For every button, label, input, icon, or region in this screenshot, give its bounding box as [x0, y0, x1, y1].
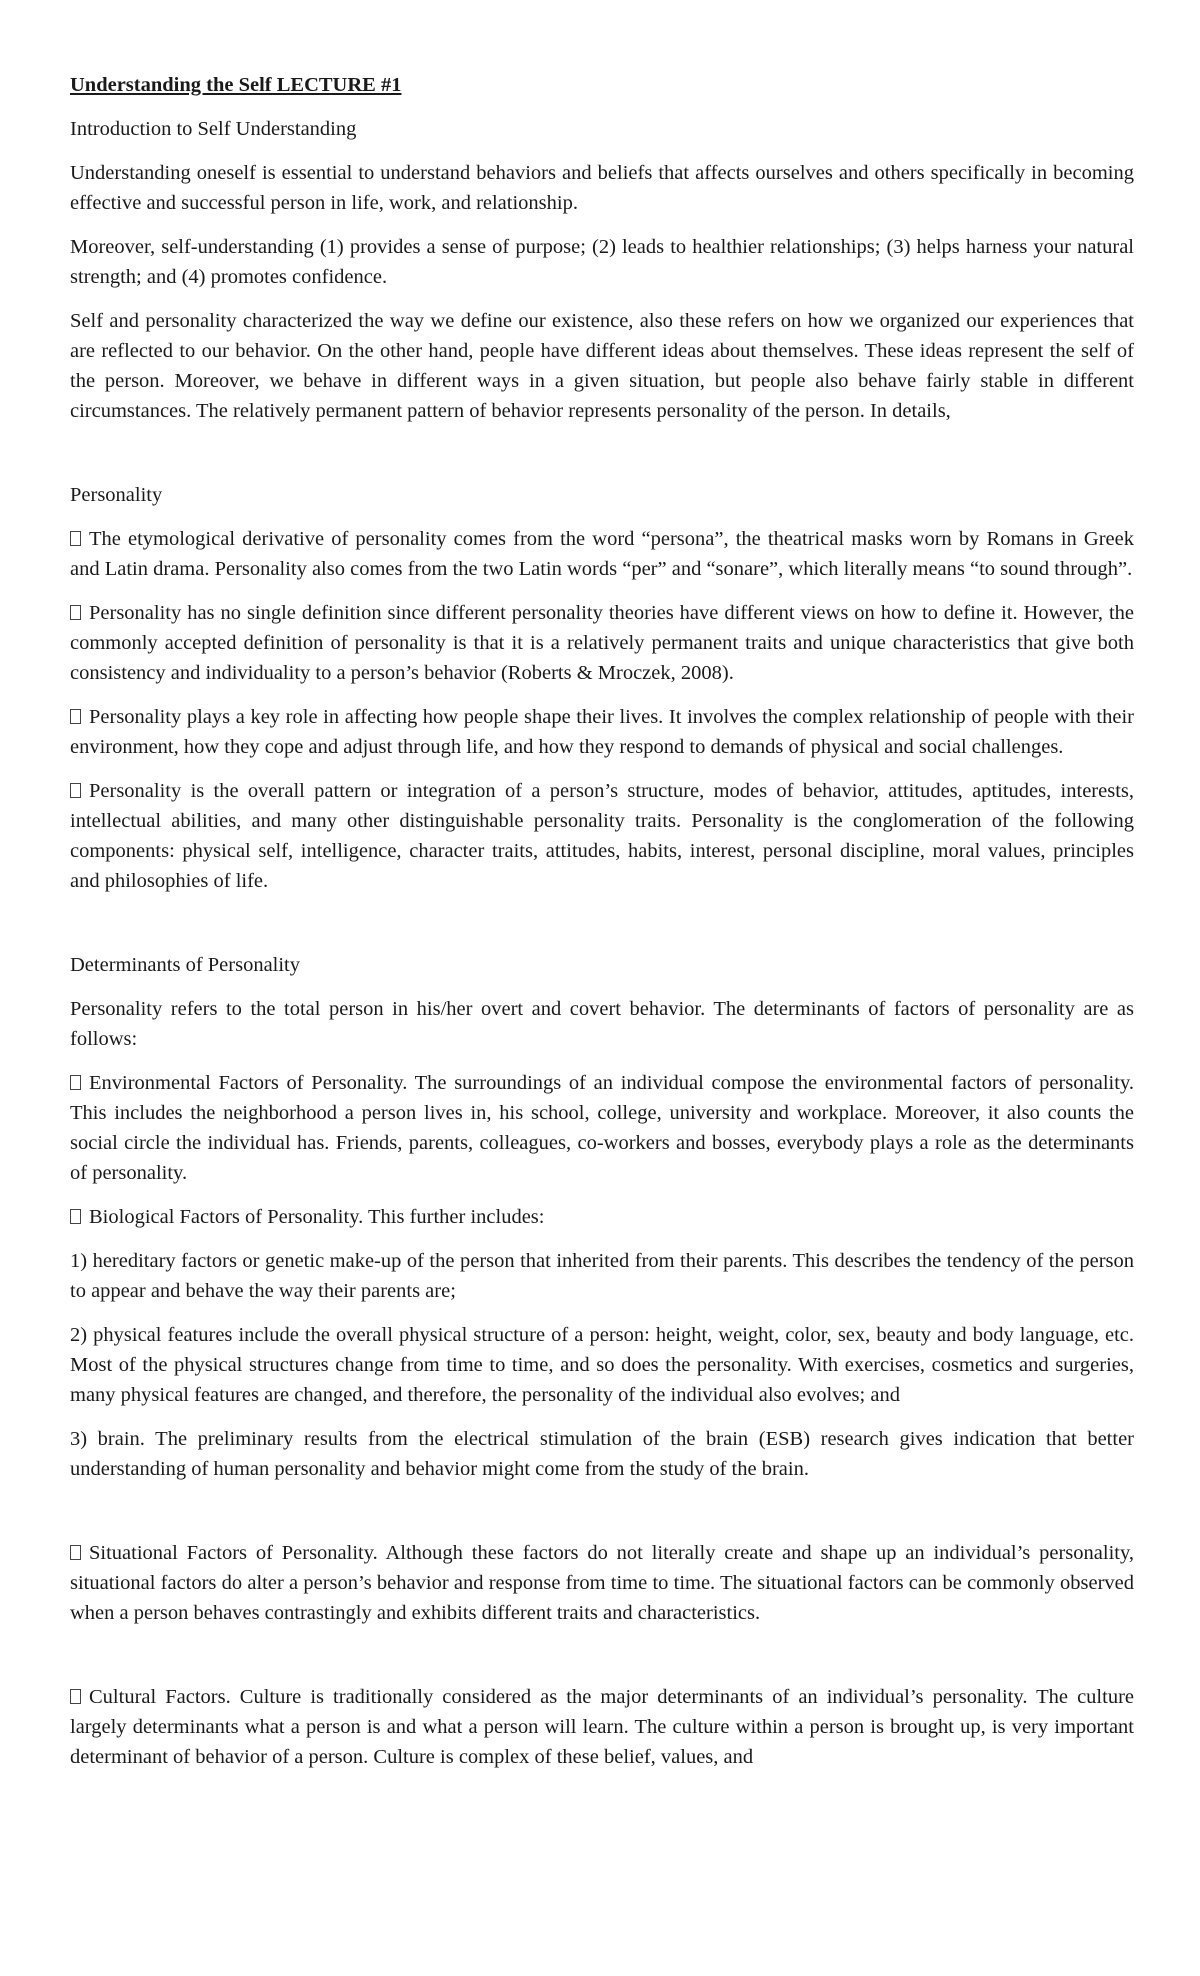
bullet-box-icon — [70, 605, 81, 620]
biological-factors — [70, 1202, 1134, 1232]
bullet-text: Cultural Factors. Culture is traditionally considered as the major determinants of an individual’s personality. The culture largely determinants what a person is and what a person will learn. The culture within a person is brought up, is very important determinant of behavior of a person. Culture is complex of these belief, values, and — [70, 1686, 1134, 1768]
page-title: Understanding the Self LECTURE #1 — [70, 74, 402, 96]
intro-paragraph-1: Understanding oneself is essential to understand behaviors and beliefs that affects ourselves and others specifically in becoming effective and successful person in life, work, and relationship. — [70, 162, 1134, 214]
bullet-text: Environmental Factors of Personality. The surroundings of an individual compose the environmental factors of personality. This includes the neighborhood a person lives in, his school, college, university and workplace. Moreover, it also counts the social circle the individual has. Friends, parents, colleagues, co-workers and bosses, everybody plays a role as the determinants of personality. — [70, 1072, 1134, 1184]
bullet-text: Biological Factors of Personality. This further includes: — [89, 1206, 545, 1228]
intro-paragraph-3: Self and personality characterized the way we define our existence, also these refers on how we organized our experiences that are reflected to our behavior. On the other hand, people have different ideas about themselves. These ideas represent the self of the person. Moreover, we behave in different ways in a given situation, but people also behave fairly stable in different circumstances. The relatively permanent pattern of behavior represents personality of the person. In details, — [70, 310, 1134, 422]
bullet-box-icon — [70, 783, 81, 798]
cultural-factors — [70, 1682, 1134, 1772]
situational-factors — [70, 1538, 1134, 1628]
intro-paragraph-2: Moreover, self-understanding (1) provides a sense of purpose; (2) leads to healthier relationships; (3) helps harness your natural strength; and (4) promotes confidence. — [70, 236, 1134, 288]
bullet-box-icon — [70, 1209, 81, 1224]
intro-heading: Introduction to Self Understanding — [70, 118, 357, 140]
biological-item-1: 1) hereditary factors or genetic make-up of the person that inherited from their parents. This describes the tendency of the person to appear and behave the way their parents are; — [70, 1250, 1134, 1302]
personality-bullet-3 — [70, 702, 1134, 762]
personality-bullet-2 — [70, 598, 1134, 688]
bullet-box-icon — [70, 1689, 81, 1704]
bullet-box-icon — [70, 1075, 81, 1090]
determinants-intro: Personality refers to the total person in his/her overt and covert behavior. The determinants of factors of personality are as follows: — [70, 998, 1134, 1050]
bullet-box-icon — [70, 709, 81, 724]
biological-item-3: 3) brain. The preliminary results from the electrical stimulation of the brain (ESB) research gives indication that better understanding of human personality and behavior might come from the study of the brain. — [70, 1428, 1134, 1480]
personality-bullet-4 — [70, 776, 1134, 896]
bullet-text: Personality plays a key role in affecting how people shape their lives. It involves the complex relationship of people with their environment, how they cope and adjust through life, and how they respond to demands of physical and social challenges. — [70, 706, 1134, 758]
bullet-text: Personality is the overall pattern or integration of a person’s structure, modes of behavior, attitudes, aptitudes, interests, intellectual abilities, and many other distinguishable personality traits. Personality is the conglomeration of the following components: physical self, intelligence, character traits, attitudes, habits, interest, personal discipline, moral values, principles and philosophies of life. — [70, 780, 1134, 892]
lecture-page — [70, 70, 1134, 1772]
personality-bullet-1 — [70, 524, 1134, 584]
bullet-box-icon — [70, 1545, 81, 1560]
determinants-heading: Determinants of Personality — [70, 954, 301, 976]
environmental-factors — [70, 1068, 1134, 1188]
bullet-text: Situational Factors of Personality. Although these factors do not literally create and shape up an individual’s personality, situational factors do alter a person’s behavior and response from time to time. The situational factors can be commonly observed when a person behaves contrastingly and exhibits different traits and characteristics. — [70, 1542, 1134, 1624]
biological-item-2: 2) physical features include the overall physical structure of a person: height, weight, color, sex, beauty and body language, etc. Most of the physical structures change from time to time, and so does the personality. With exercises, cosmetics and surgeries, many physical features are changed, and therefore, the personality of the individual also evolves; and — [70, 1324, 1134, 1406]
bullet-text: Personality has no single definition since different personality theories have different views on how to define it. However, the commonly accepted definition of personality is that it is a relatively permanent traits and unique characteristics that give both consistency and individuality to a person’s behavior (Roberts & Mroczek, 2008). — [70, 602, 1134, 684]
bullet-box-icon — [70, 531, 81, 546]
personality-heading: Personality — [70, 484, 163, 506]
bullet-text: The etymological derivative of personality comes from the word “persona”, the theatrical masks worn by Romans in Greek and Latin drama. Personality also comes from the two Latin words “per” and “sonare”, which literally means “to sound through”. — [70, 528, 1134, 580]
